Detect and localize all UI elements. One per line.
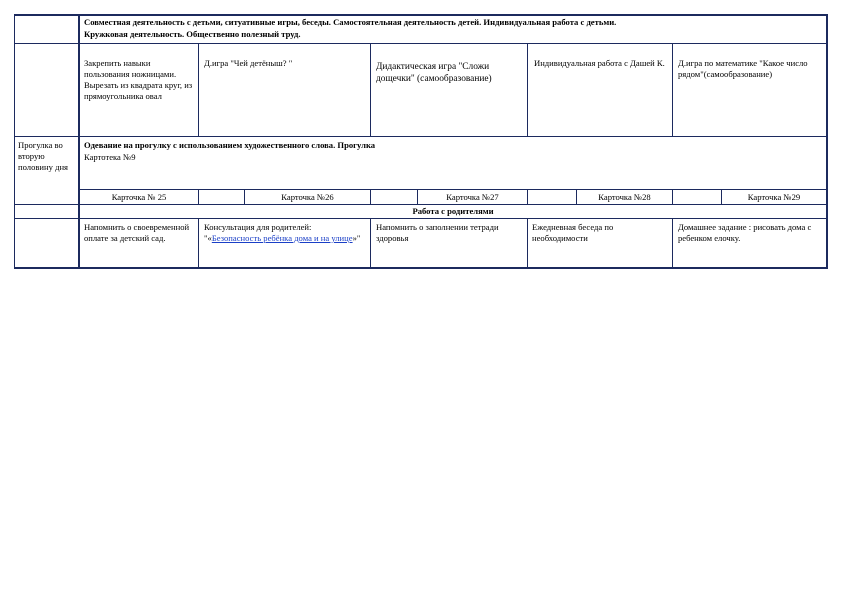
consultation-close-quote: »" bbox=[352, 233, 361, 243]
col-divider bbox=[672, 218, 673, 268]
col-divider bbox=[370, 189, 371, 205]
col-divider bbox=[370, 43, 371, 137]
parents-consultation bbox=[204, 222, 366, 244]
col-divider bbox=[672, 43, 673, 137]
plan-table bbox=[14, 14, 828, 269]
card-29: Карточка №29 bbox=[747, 192, 801, 202]
table-border-cards-bottom bbox=[14, 204, 828, 205]
parents-daily-talk: Ежедневная беседа по необходимости bbox=[532, 222, 614, 243]
parents-health-notebook: Напомнить о заполнении тетради здоровья bbox=[376, 222, 499, 243]
table-border-header-bottom bbox=[14, 43, 828, 44]
card-26: Карточка №26 bbox=[281, 192, 334, 202]
activity-individual-work: Индивидуальная работа с Дашей К. bbox=[534, 58, 665, 68]
table-border-bottom bbox=[14, 267, 828, 269]
col-divider bbox=[198, 218, 199, 268]
activity-whose-baby-game: Д.игра "Чей детёныш? " bbox=[204, 58, 293, 68]
activity-planks-game: Дидактическая игра "Сложи дощечки" (самообразование) bbox=[376, 62, 492, 84]
consultation-label: Консультация для родителей: bbox=[204, 222, 312, 232]
col-divider bbox=[672, 189, 673, 205]
header-line-1: Совместная деятельность с детьми, ситуативные игры, беседы. Самостоятельная деятельность детей. Индивидуальная работа с детьми. bbox=[84, 17, 617, 27]
consultation-open-quote: "« bbox=[204, 233, 212, 243]
parents-homework: Домашнее задание : рисовать дома с ребенком елочку. bbox=[678, 222, 812, 243]
table-border-right bbox=[826, 14, 828, 269]
table-border-walk-bottom bbox=[78, 189, 828, 190]
parents-section-title: Работа с родителями bbox=[412, 206, 494, 216]
card-27: Карточка №27 bbox=[446, 192, 499, 202]
table-border-parents-title-bottom bbox=[14, 218, 828, 219]
col-divider bbox=[527, 43, 528, 137]
consultation-link[interactable]: Безопасность ребёнка дома и на улице bbox=[211, 233, 353, 243]
table-border-first-column bbox=[78, 14, 80, 269]
col-divider bbox=[370, 218, 371, 268]
col-divider bbox=[527, 189, 528, 205]
col-divider bbox=[527, 218, 528, 268]
parents-fee-reminder: Напомнить о своевременной оплате за детский сад. bbox=[84, 222, 190, 243]
activity-math-game: Д.игра по математике "Какое число рядом"(самообразование) bbox=[678, 58, 808, 79]
card-25: Карточка № 25 bbox=[111, 192, 167, 202]
walk-title: Одевание на прогулку с использованием художественного слова. Прогулка bbox=[84, 140, 376, 150]
card-28: Карточка №28 bbox=[598, 192, 651, 202]
activity-scissors: Закрепить навыки пользования ножницами. Вырезать из квадрата круг, из прямоугольника овал bbox=[84, 58, 193, 101]
table-border-activities-bottom bbox=[14, 136, 828, 137]
col-divider bbox=[198, 189, 199, 205]
walk-label: Прогулка во вторую половину дня bbox=[18, 140, 68, 172]
col-divider bbox=[198, 43, 199, 137]
walk-card-file: Картотека №9 bbox=[84, 152, 136, 162]
header-line-2: Кружковая деятельность. Общественно полезный труд. bbox=[84, 29, 301, 39]
table-border-left bbox=[14, 14, 15, 269]
table-border-top bbox=[14, 14, 828, 16]
